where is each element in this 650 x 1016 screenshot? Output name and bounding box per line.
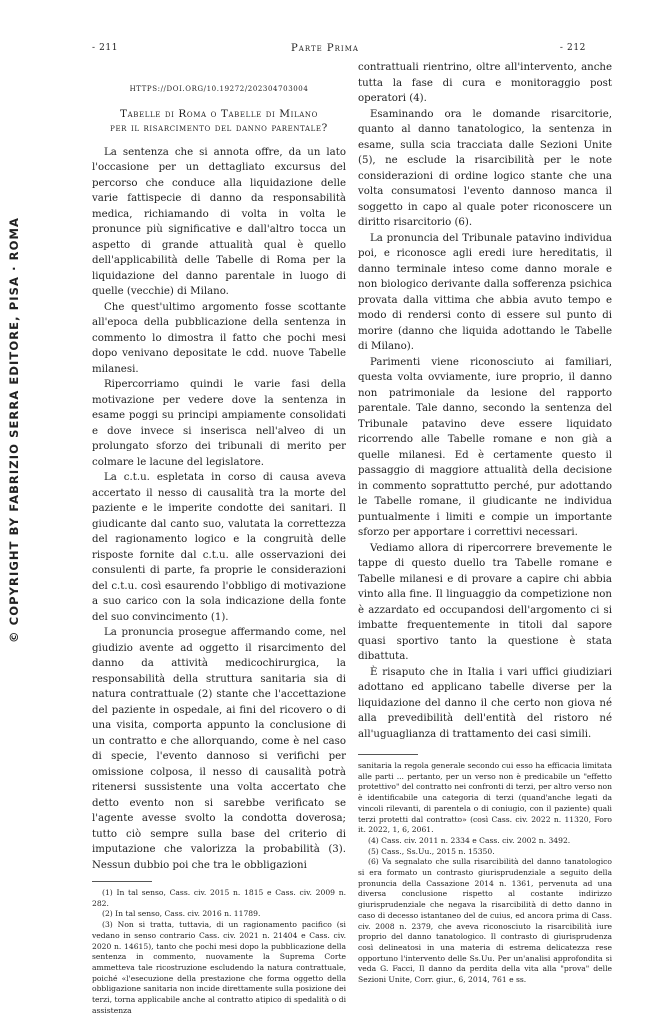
doi-link[interactable]: HTTPS://DOI.ORG/10.19272/202304703004 [129, 85, 309, 93]
article-title [92, 107, 346, 135]
footnote: sanitaria la regola generale secondo cui esso ha efficacia limitata alle parti ... pertanto, per un verso non è predicabile un "effetto protettivo" del contratto nei confronti di terzi, per altro verso non è identificabile una categoria di terzi (quand'anche legati da vincoli rilevanti, di parentela o di coniugio, con il paziente) quali terzi protetti dal contratto» (così Cass. civ. 2022 n. 11320, Foro it. 2022, 1, 6, 2061. [358, 761, 612, 835]
page-header [0, 43, 650, 57]
paragraph: La pronuncia prosegue affermando come, nel giudizio avente ad oggetto il risarcimento del danno da attività medicochirurgica, la responsabilità della struttura sanitaria sia di natura contrattuale (2) stante che l'accettazione del paziente in ospedale, ai fini del ricovero o di una visita, comporta appunto la conclusione di un contratto e che allorquando, come è nel caso di specie, l'evento dannoso si verifichi per omissione colposa, il nesso di causalità potrà ritenersi sussistente una volta accertato che detto evento non si sarebbe verificato se l'agente avesse svolto la condotta doverosa; tutto ciò sempre sulla base del criterio di imputazione che valorizza la probabilità (3). Nessun dubbio poi che tra le obbligazioni [92, 627, 346, 871]
paragraph: La pronuncia del Tribunale patavino individua poi, e riconosce agli eredi iure hereditatis, il danno terminale inteso come danno morale e non biologico derivante dalla sofferenza psichica provata dalla vittima che abbia avuto tempo e modo di rendersi conto di essere sul punto di morire (danno che liquida adottando le Tabelle di Milano). [358, 232, 612, 352]
copyright-sidebar [4, 216, 24, 644]
left-column [92, 60, 346, 1016]
footnote: (1) In tal senso, Cass. civ. 2015 n. 1815 e Cass. civ. 2009 n. 282. [92, 888, 346, 908]
left-page-number: - 211 [92, 43, 119, 53]
paragraph: Che quest'ultimo argomento fosse scottante all'epoca della pubblicazione della sentenza in commento lo dimostra il fatto che pochi mesi dopo venivano depositate le cdd. nuove Tabelle milanesi. [92, 301, 346, 375]
paragraph: Vediamo allora di ripercorrere brevemente le tappe di questo duello tra Tabelle romane e Tabelle milanesi e di provare a capire chi abbia vinto alla fine. Il linguaggio da competizione non è azzardato ed occupandosi dell'argomento ci si imbatte frequentemente in titoli dal sapore quasi sportivo tanto la questione è stata dibattuta. [358, 542, 612, 662]
footnote-rule [92, 881, 152, 882]
footnote-rule [358, 754, 418, 755]
footnotes [358, 761, 612, 986]
copyright-text: © COPYRIGHT BY FABRIZIO SERRA EDITORE, PISA · ROMA [7, 216, 21, 644]
right-column [358, 60, 612, 986]
footnote: (2) In tal senso, Cass. civ. 2016 n. 11789. [102, 909, 261, 919]
paragraph: È risaputo che in Italia i vari uffici giudiziari adottano ed applicano tabelle diverse per la liquidazione del danno il che certo non giova né alla prevedibilità dell'entità del ristoro né all'uguaglianza di trattamento dei casi simili. [358, 666, 612, 740]
paragraph: Ripercorriamo quindi le varie fasi della motivazione per vedere dove la sentenza in esame poggi su principi ampiamente consolidati e dove invece si inserisca nell'alveo di un prolungato sforzo dei tribunali di merito per colmare le lacune del legislatore. [92, 379, 346, 468]
paragraph: Parimenti viene riconosciuto ai familiari, questa volta ovviamente, iure proprio, il danno non patrimoniale da lesione del rapporto parentale. Tale danno, secondo la sentenza del Tribunale patavino deve essere liquidato ricorrendo alle Tabelle romane e non già a quelle milanesi. Ed è certamente questo il passaggio di maggiore attualità della decisione in commento soprattutto perché, pur adottando le Tabelle romane, il giudicante ne individua puntualmente i limiti e compie un importante sforzo per apportare i correttivi necessari. [358, 356, 612, 538]
footnote: (5) Cass., Ss.Uu., 2015 n. 15350. [368, 846, 495, 856]
paragraph: La sentenza che si annota offre, da un lato l'occasione per un dettagliato excursus del percorso che conduce alla liquidazione delle varie fattispecie di danno da responsabilità medica, richiamando di volta in volta le pronunce più significative e dall'altro tocca un aspetto di grande attualità qual è quello dell'applicabilità delle Tabelle di Roma per la liquidazione del danno parentale in luogo di quelle (vecchie) di Milano. [92, 146, 346, 297]
footnote: (3) Non si tratta, tuttavia, di un ragionamento pacifico (si vedano in senso contrario Cass. civ. 2021 n. 21404 e Cass. civ. 2020 n. 14615), tanto che pochi mesi dopo la pubblicazione della sentenza in commento, nuovamente la Suprema Corte ammetteva tale ricostruzione escludendo la natura contrattuale, poiché «l'esecuzione della prestazione che forma oggetto della obbligazione sanitaria non incide direttamente sulla posizione dei terzi, torna applicabile anche al contratto atipico di spedalità o di assistenza [92, 920, 346, 1015]
footnote: (6) Va segnalato che sulla risarcibilità del danno tanatologico si era formato un contrasto giurisprudenziale a seguito della pronuncia della Cassazione 2014 n. 1361, pervenuta ad una diversa conclusione rispetto al costante indirizzo giurisprudenziale che negava la risarcibilità di detto danno in caso di decesso istantaneo del de cuius, ed ancora prima di Cass. civ. 2008 n. 2379, che aveva riconosciuto la risarcibilità iure proprio del danno tanatologico. Il contrasto di giurisprudenza così delineatosi in una materia di estrema delicatezza rese opportuno l'intervento delle Ss.Uu. Per un'analisi approfondita si veda G. Facci, Il danno da perdita della vita alla "prova" delle Sezioni Unite, Corr. giur., 6, 2014, 761 e ss. [358, 857, 612, 985]
footnotes [92, 888, 346, 1016]
footnote: (4) Cass. civ. 2011 n. 2334 e Cass. civ. 2002 n. 3492. [368, 835, 571, 845]
title-line-2: per il risarcimento del danno parentale? [110, 121, 328, 134]
paragraph: contrattuali rientrino, oltre all'intervento, anche tutta la fase di cura e monitoraggio post operatori (4). [358, 62, 612, 104]
running-head: Parte Prima [291, 43, 359, 54]
right-page-number: - 212 [559, 43, 586, 53]
paragraph: La c.t.u. espletata in corso di causa aveva accertato il nesso di causalità tra la morte del paziente e le imperite condotte dei sanitari. Il giudicante dal canto suo, valutata la correttezza del ragionamento logico e la congruità delle risposte fornite dal c.t.u. alle osservazioni dei consulenti di parte, fa proprie le considerazioni del c.t.u. così esaurendo l'obbligo di motivazione a suo carico con la sola indicazione della fonte del suo convincimento (1). [92, 472, 346, 623]
title-line-1: Tabelle di Roma o Tabelle di Milano [120, 107, 318, 120]
paragraph: Esaminando ora le domande risarcitorie, quanto al danno tanatologico, la sentenza in esame, sulla scia tracciata dalle Sezioni Unite (5), ne esclude la risarcibilità per le note considerazioni di ordine logico stante che una volta consumatosi l'evento dannoso manca il soggetto in capo al quale poter riconoscere un diritto risarcitorio (6). [358, 108, 612, 228]
